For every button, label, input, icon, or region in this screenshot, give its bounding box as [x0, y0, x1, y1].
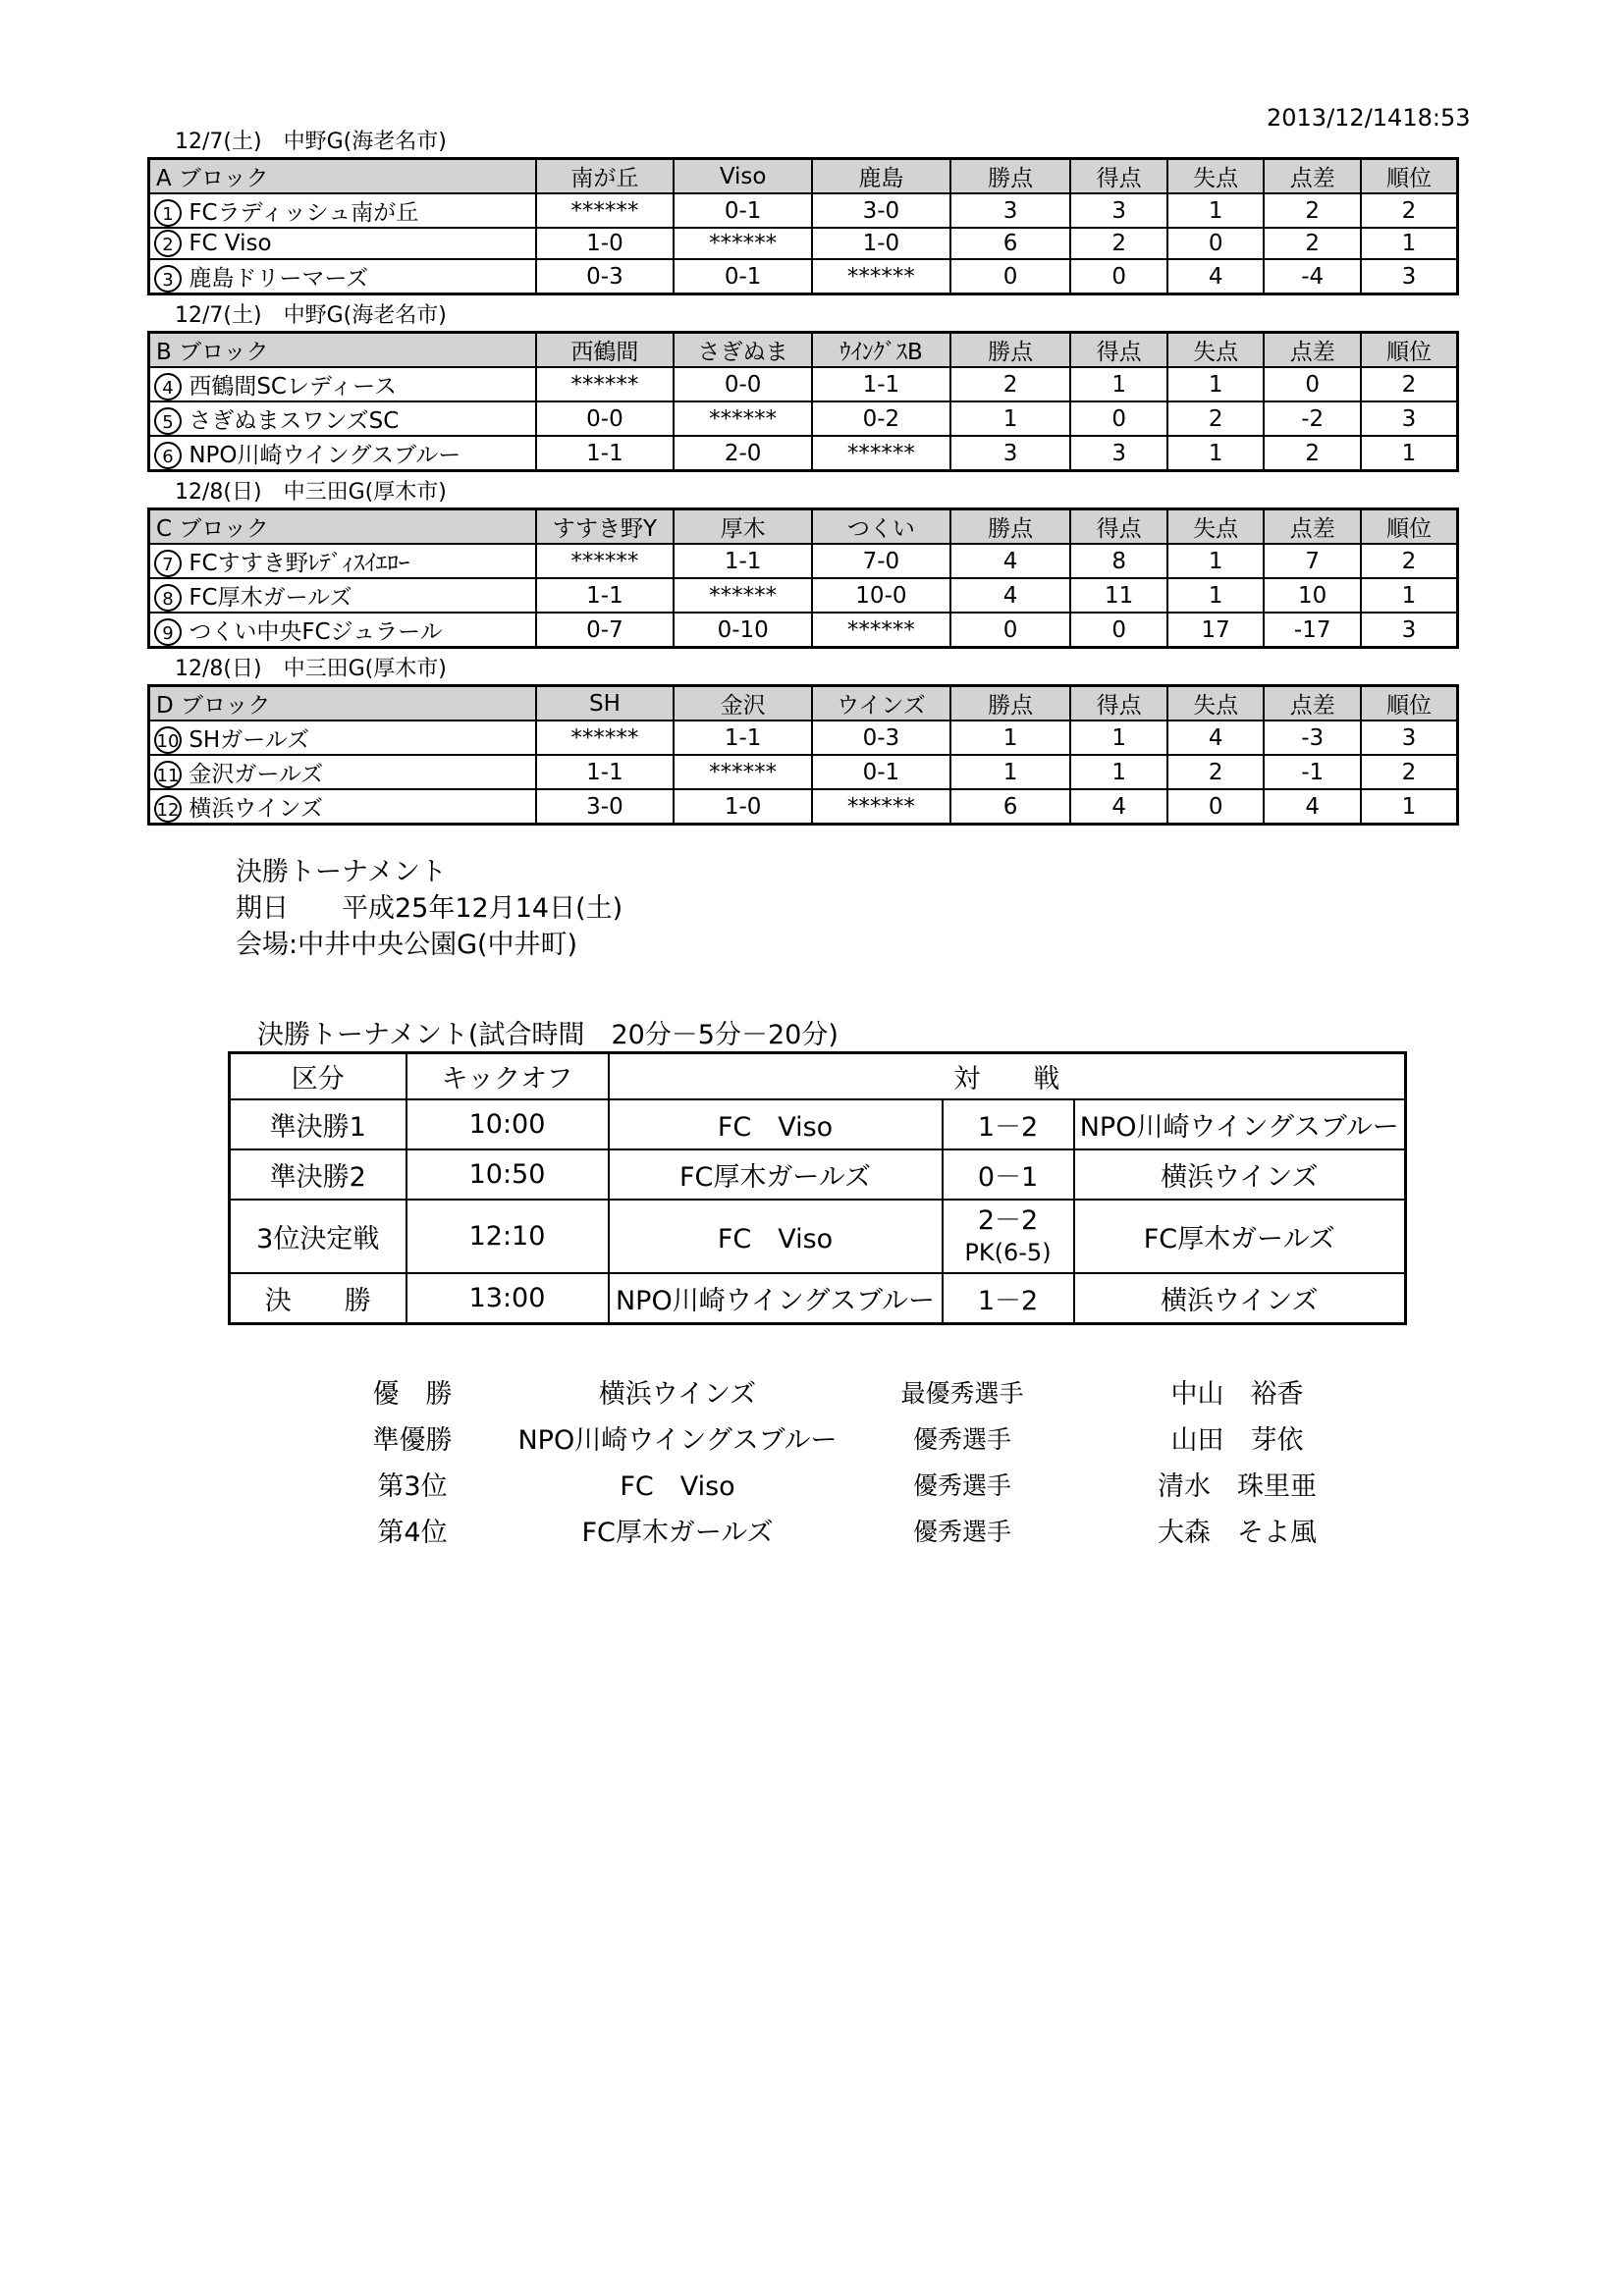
stat-cell: 3 [950, 193, 1071, 228]
stat-cell: 1 [950, 721, 1071, 755]
stat-cell: 4 [950, 544, 1071, 578]
team-cell [149, 755, 536, 789]
team-number-badge: 6 [154, 442, 182, 469]
stat-cell: 2 [1361, 544, 1458, 578]
stat-cell: 1 [950, 401, 1071, 436]
kickoff-cell: 10:00 [406, 1099, 609, 1149]
team-row [149, 721, 1458, 755]
stat-header: 順位 [1361, 686, 1458, 721]
award-row [314, 1461, 1394, 1507]
team-row [149, 436, 1458, 471]
team-cell [149, 401, 536, 436]
stat-cell: 8 [1070, 544, 1167, 578]
tournament-date: 期日 平成25年12月14日(土) [236, 893, 623, 924]
place-cell: 第3位 [377, 1471, 448, 1502]
block-date-venue: 12/7(土) 中野G(海老名市) [175, 130, 447, 154]
stat-cell: 2 [1167, 401, 1265, 436]
stat-header: 点差 [1264, 333, 1361, 368]
team2-cell: NPO川崎ウイングスブルー [1074, 1099, 1406, 1149]
opponent-header: Viso [674, 159, 812, 194]
stat-header: 順位 [1361, 159, 1458, 194]
result-cell: 0-2 [812, 401, 950, 436]
block-d [147, 655, 1459, 826]
result-cell: 3-0 [812, 193, 950, 228]
stat-cell: 0 [1167, 789, 1265, 825]
award-team-cell: NPO川崎ウイングスブルー [517, 1425, 838, 1456]
team-number-badge: 5 [154, 407, 182, 435]
block-date-venue: 12/7(土) 中野G(海老名市) [175, 303, 447, 328]
stat-cell: 0 [1070, 613, 1167, 648]
result-cell: 0-3 [536, 259, 675, 294]
block-b [147, 301, 1459, 472]
stat-cell: -4 [1264, 259, 1361, 294]
team-number-badge: 11 [154, 761, 182, 788]
stat-cell: 2 [950, 367, 1071, 401]
pk-score: PK(6-5) [964, 1238, 1052, 1266]
result-cell: 10-0 [812, 578, 950, 613]
stat-cell: 4 [1070, 789, 1167, 825]
result-cell: 1-1 [536, 578, 675, 613]
stat-header: 失点 [1167, 159, 1265, 194]
opponent-header: 西鶴間 [536, 333, 675, 368]
stat-cell: 6 [950, 789, 1071, 825]
stat-cell: 0 [1070, 401, 1167, 436]
team-number-badge: 7 [154, 550, 182, 577]
team-number-badge: 9 [154, 618, 182, 646]
score-cell: 1－2 [943, 1273, 1074, 1324]
result-cell: 1-0 [674, 789, 812, 825]
stat-cell: 2 [1264, 193, 1361, 228]
stat-cell: -1 [1264, 755, 1361, 789]
team-name: 鹿島ドリーマーズ [189, 266, 369, 292]
stat-cell: -2 [1264, 401, 1361, 436]
stat-cell: 1 [1361, 789, 1458, 825]
result-cell: 3-0 [536, 789, 675, 825]
team-cell [149, 544, 536, 578]
stat-cell: 2 [1361, 755, 1458, 789]
stat-cell: 1 [1070, 367, 1167, 401]
block-title: A ブロック [149, 159, 536, 194]
final-header-row [230, 1053, 1406, 1100]
division-cell: 決 勝 [230, 1273, 406, 1324]
result-cell: ****** [812, 789, 950, 825]
division-cell: 準決勝1 [230, 1099, 406, 1149]
result-cell: 1-1 [812, 367, 950, 401]
block-c [147, 478, 1459, 649]
result-cell: ****** [536, 721, 675, 755]
stat-cell: 10 [1264, 578, 1361, 613]
opponent-header: すすき野Y [536, 509, 675, 545]
result-cell: 0-0 [674, 367, 812, 401]
player-cell: 清水 珠里亜 [1158, 1471, 1317, 1502]
team-row [149, 613, 1458, 648]
block-header-row [149, 333, 1458, 368]
result-cell: 0-3 [812, 721, 950, 755]
stat-header: 点差 [1264, 509, 1361, 545]
stat-cell: 0 [1070, 259, 1167, 294]
team-row [149, 228, 1458, 259]
team-number-badge: 2 [154, 230, 182, 257]
stat-cell: 11 [1070, 578, 1167, 613]
division-cell: 準決勝2 [230, 1149, 406, 1200]
stat-cell: 6 [950, 228, 1071, 259]
team-name: NPO川崎ウイングスブルー [189, 443, 461, 468]
stat-cell: 1 [1167, 578, 1265, 613]
stat-cell: 2 [1361, 367, 1458, 401]
stat-header: 勝点 [950, 333, 1071, 368]
award-team-cell: 横浜ウインズ [598, 1379, 757, 1410]
tournament-title: 決勝トーナメント [236, 857, 447, 887]
kickoff-cell: 12:10 [406, 1200, 609, 1273]
match-header: 対 戦 [609, 1053, 1406, 1100]
score-value: 2－2 [977, 1204, 1039, 1236]
opponent-header: さぎぬま [674, 333, 812, 368]
place-cell: 準優勝 [372, 1425, 453, 1456]
team-name: SHガールズ [189, 727, 310, 753]
team-row [149, 755, 1458, 789]
stat-cell: 2 [1264, 436, 1361, 471]
stat-cell: 0 [950, 259, 1071, 294]
team-name: 金沢ガールズ [189, 762, 324, 787]
team-name: FCすすき野ﾚﾃﾞｨｽｲｴﾛｰ [189, 551, 410, 576]
team-number-badge: 3 [154, 265, 182, 293]
result-cell: 1-1 [536, 436, 675, 471]
result-cell: ****** [812, 436, 950, 471]
block-date-venue: 12/8(日) 中三田G(厚木市) [175, 657, 447, 681]
team-name: 横浜ウインズ [189, 796, 323, 822]
block-table [147, 507, 1459, 649]
team2-cell: FC厚木ガールズ [1074, 1200, 1406, 1273]
stat-header: 勝点 [950, 509, 1071, 545]
stat-cell: 3 [1070, 436, 1167, 471]
team1-cell: FC Viso [609, 1200, 943, 1273]
team-cell [149, 578, 536, 613]
team-name: FC厚木ガールズ [189, 585, 352, 611]
stat-cell: 2 [1070, 228, 1167, 259]
stat-cell: 1 [1167, 367, 1265, 401]
block-table [147, 684, 1459, 826]
stat-cell: 3 [1361, 259, 1458, 294]
opponent-header: 南が丘 [536, 159, 675, 194]
team-row [149, 544, 1458, 578]
result-cell: 7-0 [812, 544, 950, 578]
result-cell: ****** [674, 578, 812, 613]
stat-cell: 2 [1264, 228, 1361, 259]
award-label-cell: 優秀選手 [912, 1470, 1011, 1500]
stat-cell: 1 [1070, 755, 1167, 789]
award-team-cell: FC Viso [620, 1471, 735, 1502]
result-cell: 1-0 [812, 228, 950, 259]
tournament-info [236, 854, 623, 963]
final-row [230, 1149, 1406, 1200]
stat-cell: 3 [1361, 721, 1458, 755]
opponent-header: 厚木 [674, 509, 812, 545]
final-row [230, 1200, 1406, 1273]
stat-header: 順位 [1361, 509, 1458, 545]
player-cell: 大森 そよ風 [1158, 1518, 1317, 1548]
block-header-row [149, 509, 1458, 545]
result-cell: 0-7 [536, 613, 675, 648]
team-cell [149, 436, 536, 471]
stat-header: 勝点 [950, 159, 1071, 194]
stat-cell: 1 [1167, 544, 1265, 578]
place-cell: 第4位 [377, 1518, 448, 1548]
stat-cell: 4 [1167, 259, 1265, 294]
result-cell: 0-10 [674, 613, 812, 648]
result-cell: 0-1 [674, 259, 812, 294]
team-cell [149, 789, 536, 825]
stat-header: 得点 [1070, 333, 1167, 368]
stat-header: 得点 [1070, 509, 1167, 545]
print-timestamp: 2013/12/1418:53 [1267, 104, 1471, 132]
team-row [149, 193, 1458, 228]
opponent-header: ｳｲﾝｸﾞｽB [812, 333, 950, 368]
result-cell: 1-1 [536, 755, 675, 789]
block-date-venue: 12/8(日) 中三田G(厚木市) [175, 480, 447, 505]
award-row [314, 1415, 1394, 1461]
award-team-cell: FC厚木ガールズ [581, 1518, 774, 1548]
block-title: D ブロック [149, 686, 536, 721]
stat-cell: 17 [1167, 613, 1265, 648]
opponent-header: つくい [812, 509, 950, 545]
kickoff-header: キックオフ [406, 1053, 609, 1100]
result-cell: 2-0 [674, 436, 812, 471]
player-cell: 山田 芽依 [1170, 1425, 1304, 1456]
result-cell: 1-1 [674, 544, 812, 578]
team-number-badge: 4 [154, 373, 182, 400]
awards-table [314, 1368, 1394, 1553]
team1-cell: NPO川崎ウイングスブルー [609, 1273, 943, 1324]
team-row [149, 578, 1458, 613]
stat-cell: 3 [1361, 613, 1458, 648]
stat-header: 得点 [1070, 159, 1167, 194]
team-cell [149, 228, 536, 259]
team-cell [149, 367, 536, 401]
block-title: B ブロック [149, 333, 536, 368]
stat-cell: 4 [950, 578, 1071, 613]
award-label-cell: 優秀選手 [912, 1517, 1011, 1546]
stat-cell: 1 [950, 755, 1071, 789]
team2-cell: 横浜ウインズ [1074, 1149, 1406, 1200]
team-number-badge: 12 [154, 795, 182, 823]
stat-cell: 3 [950, 436, 1071, 471]
result-cell: 1-0 [536, 228, 675, 259]
stat-cell: 1 [1167, 193, 1265, 228]
team1-cell: FC厚木ガールズ [609, 1149, 943, 1200]
opponent-header: ウインズ [812, 686, 950, 721]
result-cell: 0-1 [812, 755, 950, 789]
team-name: FC Viso [189, 231, 272, 256]
stat-cell: 1 [1361, 436, 1458, 471]
division-header: 区分 [230, 1053, 406, 1100]
block-title: C ブロック [149, 509, 536, 545]
stat-cell: 7 [1264, 544, 1361, 578]
block-header-row [149, 686, 1458, 721]
result-cell: ****** [812, 259, 950, 294]
team-name: さぎぬまスワンズSC [189, 408, 400, 434]
place-cell: 優 勝 [372, 1379, 453, 1410]
stat-cell: 2 [1361, 193, 1458, 228]
block-header-row [149, 159, 1458, 194]
team-number-badge: 8 [154, 584, 182, 612]
result-cell: 1-1 [674, 721, 812, 755]
player-cell: 中山 裕香 [1170, 1379, 1304, 1410]
opponent-header: 鹿島 [812, 159, 950, 194]
stat-cell: 1 [1167, 436, 1265, 471]
team2-cell: 横浜ウインズ [1074, 1273, 1406, 1324]
tournament-venue: 会場:中井中央公園G(中井町) [236, 930, 578, 960]
team-number-badge: 10 [154, 726, 182, 754]
award-label-cell: 最優秀選手 [900, 1378, 1024, 1408]
stat-cell: 2 [1167, 755, 1265, 789]
result-cell: 0-0 [536, 401, 675, 436]
team-cell [149, 613, 536, 648]
kickoff-cell: 10:50 [406, 1149, 609, 1200]
division-cell: 3位決定戦 [230, 1200, 406, 1273]
result-cell: ****** [536, 544, 675, 578]
final-table [228, 1051, 1407, 1325]
score-cell [943, 1200, 1074, 1273]
kickoff-cell: 13:00 [406, 1273, 609, 1324]
block-a [147, 128, 1459, 295]
stat-cell: 1 [1070, 721, 1167, 755]
result-cell: ****** [674, 401, 812, 436]
result-cell: ****** [536, 367, 675, 401]
stat-cell: 1 [1361, 578, 1458, 613]
stat-header: 順位 [1361, 333, 1458, 368]
stat-cell: 1 [1361, 228, 1458, 259]
award-row [314, 1368, 1394, 1415]
team-row [149, 401, 1458, 436]
stat-cell: 4 [1167, 721, 1265, 755]
opponent-header: SH [536, 686, 675, 721]
stat-cell: -3 [1264, 721, 1361, 755]
team-name: 西鶴間SCレディース [189, 374, 397, 400]
final-table-title: 決勝トーナメント(試合時間 20分－5分－20分) [257, 1020, 839, 1050]
team-name: つくい中央FCジュラール [189, 619, 443, 645]
final-row [230, 1099, 1406, 1149]
result-cell: ****** [674, 228, 812, 259]
team-number-badge: 1 [154, 199, 182, 227]
award-row [314, 1507, 1394, 1553]
result-cell: ****** [674, 755, 812, 789]
result-cell: 0-1 [674, 193, 812, 228]
team-row [149, 367, 1458, 401]
block-table [147, 157, 1459, 295]
stat-cell: 0 [1167, 228, 1265, 259]
team-cell [149, 193, 536, 228]
stat-cell: 4 [1264, 789, 1361, 825]
stat-header: 失点 [1167, 333, 1265, 368]
team-name: FCラディッシュ南が丘 [189, 200, 419, 226]
team-row [149, 789, 1458, 825]
stat-cell: 0 [1264, 367, 1361, 401]
opponent-header: 金沢 [674, 686, 812, 721]
final-row [230, 1273, 1406, 1324]
award-label-cell: 優秀選手 [912, 1424, 1011, 1454]
result-cell: ****** [536, 193, 675, 228]
stat-cell: 3 [1361, 401, 1458, 436]
stat-header: 勝点 [950, 686, 1071, 721]
stat-header: 点差 [1264, 686, 1361, 721]
score-cell: 1－2 [943, 1099, 1074, 1149]
score-cell: 0－1 [943, 1149, 1074, 1200]
block-table [147, 331, 1459, 472]
stat-cell: 3 [1070, 193, 1167, 228]
stat-header: 得点 [1070, 686, 1167, 721]
stat-header: 失点 [1167, 509, 1265, 545]
league-blocks [147, 128, 1459, 831]
stat-header: 失点 [1167, 686, 1265, 721]
team-cell [149, 259, 536, 294]
result-cell: ****** [812, 613, 950, 648]
stat-header: 点差 [1264, 159, 1361, 194]
team-row [149, 259, 1458, 294]
team1-cell: FC Viso [609, 1099, 943, 1149]
team-cell [149, 721, 536, 755]
stat-cell: 0 [950, 613, 1071, 648]
stat-cell: -17 [1264, 613, 1361, 648]
